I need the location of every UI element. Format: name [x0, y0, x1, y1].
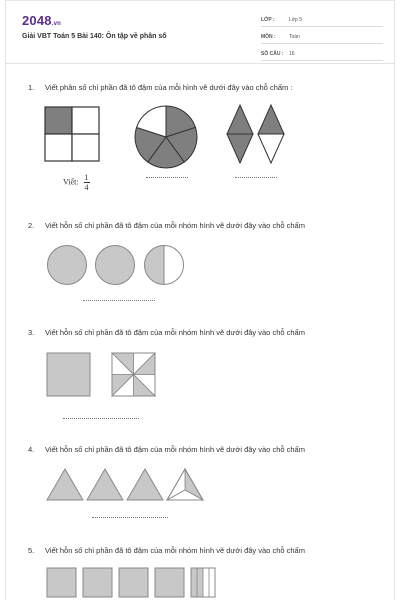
question-3 [28, 328, 305, 337]
question-5-number: 5. [28, 546, 35, 555]
question-2-text: Viết hỗn số chỉ phần đã tô đậm của mỗi nhóm hình vẽ dưới đây vào chỗ chấm [45, 221, 305, 230]
q1-answer-blank-rhombus[interactable] [235, 177, 277, 178]
q1-example-answer [63, 173, 90, 192]
q5-divided-square [191, 568, 215, 597]
q1-example-label: Viết: [63, 177, 79, 187]
question-2-number: 2. [28, 221, 35, 230]
q2-full-circle [48, 246, 87, 285]
q1-example-fraction [84, 173, 90, 192]
q1-rhombus-shaded-half [227, 134, 253, 163]
worksheet-page [5, 0, 395, 600]
q5-squares-figure [46, 567, 218, 601]
worksheet-title: Giải VBT Toán 5 Bài 140: Ôn tập về phân số [22, 33, 167, 40]
question-1-text: Viết phân số chỉ phần đã tô đậm của mỗi hình vẽ dưới đây vào chỗ chấm : [45, 83, 293, 92]
q1-square-figure [44, 106, 104, 162]
q4-full-triangle [127, 469, 163, 500]
question-3-number: 3. [28, 328, 35, 337]
q3-full-square [47, 353, 90, 396]
q5-full-square [83, 568, 112, 597]
q1-rhombus-shaded-half [258, 105, 284, 134]
question-1 [28, 83, 292, 92]
q1-circle-sectors [135, 106, 197, 168]
q4-full-triangle [87, 469, 123, 500]
q2-answer-blank[interactable] [83, 300, 155, 301]
q2-half-circle-shaded [145, 246, 165, 285]
q2-circles-figure [46, 244, 188, 286]
q2-half-circle-empty [164, 246, 184, 285]
meta-count-label: SỐ CÂU : [261, 50, 284, 57]
q4-answer-blank[interactable] [92, 517, 168, 518]
meta-subject [261, 30, 383, 44]
worksheet-header [6, 1, 394, 64]
question-1-number: 1. [28, 83, 35, 92]
question-4 [28, 445, 305, 454]
q5-full-square [119, 568, 148, 597]
q1-rhombus-shaded-half [227, 105, 253, 134]
meta-class-value: Lớp 5 [289, 16, 303, 23]
question-5 [28, 546, 305, 555]
fraction-numerator: 1 [84, 173, 89, 182]
question-5-text: Viết hỗn số chỉ phần đã tô đậm của mỗi nhóm hình vẽ dưới đây vào chỗ chấm [45, 546, 305, 555]
worksheet-meta [261, 13, 383, 64]
meta-subject-value: Toán [289, 33, 300, 40]
q1-square-part [72, 134, 99, 161]
q2-full-circle [96, 246, 135, 285]
meta-count [261, 47, 383, 61]
meta-class [261, 13, 383, 27]
q4-divided-triangle [167, 469, 203, 500]
q1-rhombus-figure [224, 104, 290, 166]
q3-divided-square [112, 353, 155, 396]
q3-answer-blank[interactable] [63, 418, 139, 419]
q1-answer-blank-circle[interactable] [146, 177, 188, 178]
question-4-text: Viết hỗn số chỉ phần đã tô đậm của mỗi nhóm hình vẽ dưới đây vào chỗ chấm [45, 445, 305, 454]
question-4-number: 4. [28, 445, 35, 454]
q1-square-part [72, 107, 99, 134]
site-logo[interactable]: 2048.vn [22, 13, 62, 28]
meta-class-label: LỚP : [261, 16, 275, 23]
question-2 [28, 221, 305, 230]
fraction-denominator: 4 [84, 183, 89, 192]
q1-square-shaded-part [45, 107, 72, 134]
q5-full-square [47, 568, 76, 597]
question-3-text: Viết hỗn số chỉ phần đã tô đậm của mỗi nhóm hình vẽ dưới đây vào chỗ chấm [45, 328, 305, 337]
q4-triangles-figure [46, 467, 206, 503]
q1-rhombus-half [258, 134, 284, 163]
meta-subject-label: MÔN : [261, 33, 276, 40]
q1-circle-figure [133, 104, 199, 170]
q5-full-square [155, 568, 184, 597]
q1-square-part [45, 134, 72, 161]
q3-squares-figure [46, 352, 162, 398]
q4-full-triangle [47, 469, 83, 500]
meta-count-value: 16 [289, 50, 295, 57]
